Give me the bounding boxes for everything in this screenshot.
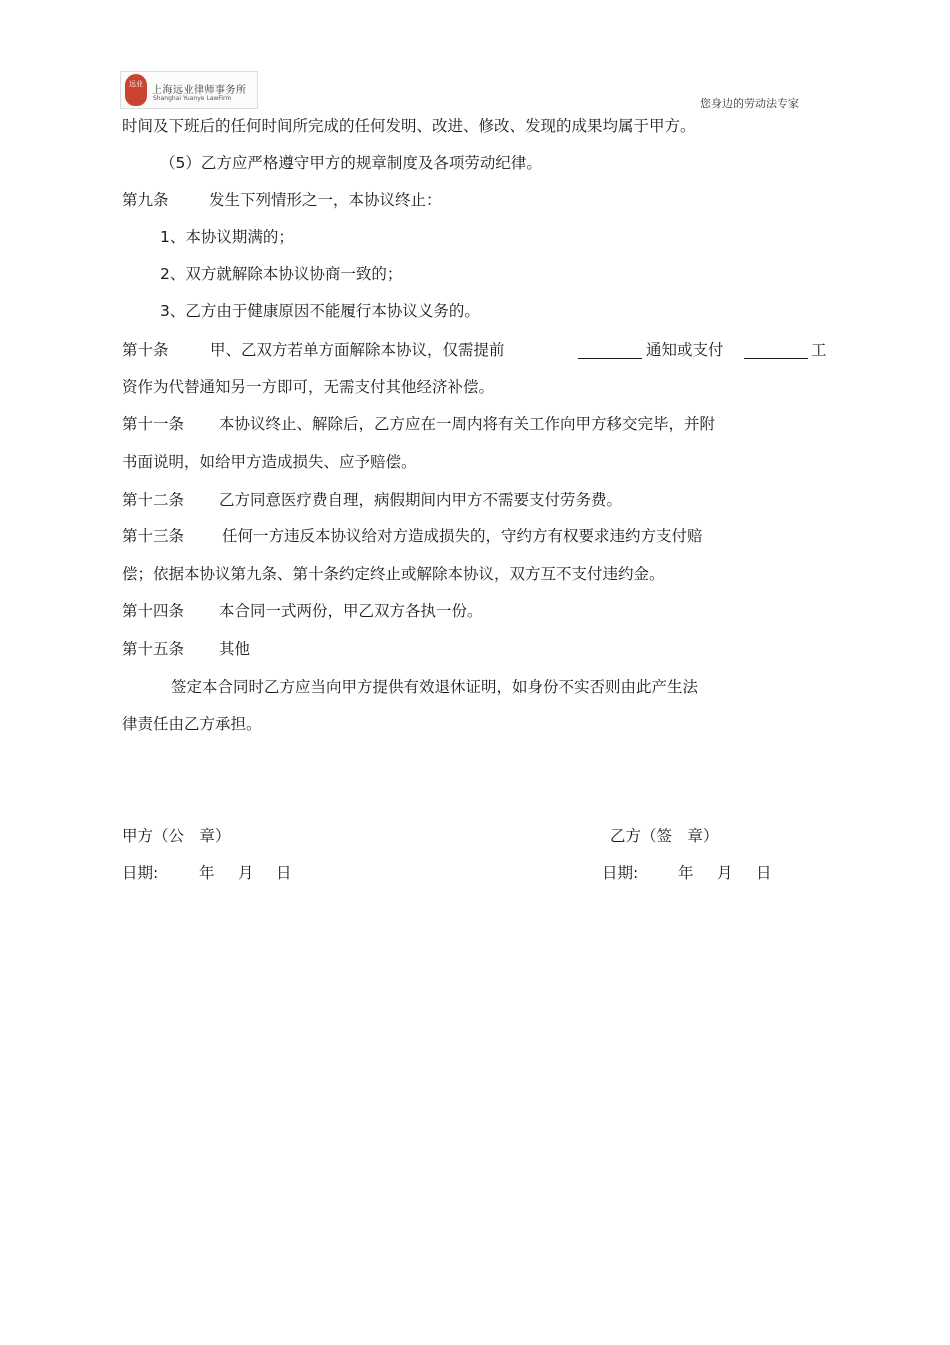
date-day: 日 xyxy=(756,864,772,882)
article-15-number: 第十五条 xyxy=(122,640,185,658)
law-firm-logo xyxy=(120,71,258,109)
date-year: 年 xyxy=(678,864,694,882)
list-item: 2、双方就解除本协议协商一致的； xyxy=(160,265,403,283)
paragraph-line: 时间及下班后的任何时间所完成的任何发明、改进、修改、发现的成果均属于甲方。 xyxy=(122,117,696,135)
date-label: 日期: xyxy=(602,864,639,882)
logo-name-cn: 上海远业律师事务所 xyxy=(152,85,247,96)
article-11-text: 本协议终止、解除后，乙方应在一周内将有关工作向甲方移交完毕，并附 xyxy=(219,415,716,433)
article-12-text: 乙方同意医疗费自理，病假期间内甲方不需要支付劳务费。 xyxy=(219,491,623,509)
paragraph-line: 签定本合同时乙方应当向甲方提供有效退休证明，如身份不实否则由此产生法 xyxy=(171,678,699,696)
logo-name-en: Shanghai Yuanye LawFirm xyxy=(153,95,232,102)
party-b-sign-label: 乙方（签 章） xyxy=(610,827,719,845)
article-11-number: 第十一条 xyxy=(122,415,185,433)
date-month: 月 xyxy=(717,864,733,882)
list-item: 1、本协议期满的； xyxy=(160,228,294,246)
article-14-number: 第十四条 xyxy=(122,602,185,620)
article-15-text: 其他 xyxy=(219,640,251,658)
list-item: 3、乙方由于健康原因不能履行本协议义务的。 xyxy=(160,302,480,320)
article-10-text: 工 xyxy=(811,341,827,359)
date-month: 月 xyxy=(238,864,254,882)
article-13-number: 第十三条 xyxy=(122,527,185,545)
article-10-number: 第十条 xyxy=(122,341,169,359)
seal-icon: 远业 xyxy=(125,74,147,106)
blank-payment-amount xyxy=(744,358,808,359)
clause-item: （5）乙方应严格遵守甲方的规章制度及各项劳动纪律。 xyxy=(160,154,542,172)
date-label: 日期: xyxy=(122,864,159,882)
blank-notice-period xyxy=(578,358,642,359)
article-9-number: 第九条 xyxy=(122,191,169,209)
paragraph-line: 律责任由乙方承担。 xyxy=(122,715,262,733)
article-14-text: 本合同一式两份，甲乙双方各执一份。 xyxy=(219,602,483,620)
paragraph-line: 书面说明，如给甲方造成损失、应予赔偿。 xyxy=(122,453,417,471)
article-9-text: 发生下列情形之一，本协议终止： xyxy=(209,191,442,209)
date-day: 日 xyxy=(276,864,292,882)
paragraph-line: 偿；依据本协议第九条、第十条约定终止或解除本协议，双方互不支付违约金。 xyxy=(122,565,665,583)
article-13-text: 任何一方违反本协议给对方造成损失的，守约方有权要求违约方支付赔 xyxy=(222,527,703,545)
article-10-text: 甲、乙双方若单方面解除本协议，仅需提前 xyxy=(210,341,505,359)
paragraph-line: 资作为代替通知另一方即可，无需支付其他经济补偿。 xyxy=(122,378,495,396)
party-a-seal-label: 甲方（公 章） xyxy=(122,827,231,845)
article-10-text: 通知或支付 xyxy=(646,341,724,359)
header-slogan: 您身边的劳动法专家 xyxy=(700,97,799,110)
article-12-number: 第十二条 xyxy=(122,491,185,509)
date-year: 年 xyxy=(199,864,215,882)
